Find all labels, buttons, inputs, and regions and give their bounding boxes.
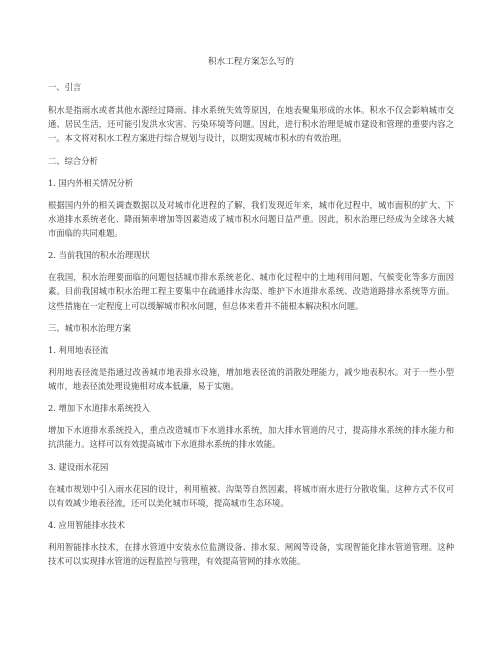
introduction-paragraph: 积水是指雨水或者其他水源经过降雨、排水系统失效等原因，在地表聚集形成的水体。积水不仅会影响城市交通、居民生活，还可能引发洪水灾害、污染环境等问题。因此，进行积水治理是城市建设和管理的重要内容之一。本文将对积水工程方案进行综合规划与设计，以期实现城市积水的有效治理。 (48, 105, 454, 144)
rain-garden-paragraph: 在城市规划中引入雨水花园的设计，利用植被、沟渠等自然因素，将城市雨水进行分散收集。这种方式不仅可以有效减少地表径流，还可以美化城市环境，提高城市生态环境。 (48, 483, 454, 508)
domestic-foreign-paragraph: 根据国内外的相关调查数据以及对城市化进程的了解，我们发现近年来，城市化过程中，城市面积的扩大、下水道排水系统老化、降雨频率增加等因素造成了城市积水问题日益严重。因此，积水治理已经成为全球各大城市面临的共同难题。 (48, 199, 454, 239)
subsection-heading-surface-runoff: 1. 利用地表径流 (48, 344, 109, 355)
section-heading-solutions: 三、城市积水治理方案 (48, 322, 131, 333)
document-title: 积水工程方案怎么写的 (208, 57, 294, 67)
subsection-heading-rain-garden: 3. 建设雨水花园 (48, 461, 109, 472)
subsection-heading-sewer-investment: 2. 增加下水道排水系统投入 (48, 403, 150, 414)
section-heading-introduction: 一、引言 (48, 82, 82, 92)
subsection-heading-current-status: 2. 当前我国的积水治理现状 (48, 250, 150, 261)
sewer-investment-paragraph: 增加下水道排水系统投入，重点改造城市下水道排水系统，加大排水管道的尺寸，提高排水系统的排水能力和抗洪能力。这样可以有效提高城市下水道排水系统的排水效能。 (48, 425, 454, 450)
smart-drainage-paragraph: 利用智能排水技术，在排水管道中安装水位监测设备、排水泵、闸阀等设备，实现智能化排水管道管理。这种技术可以实现排水管道的远程监控与管理，有效提高管网的排水效能。 (48, 542, 454, 567)
subsection-heading-domestic-foreign: 1. 国内外相关情况分析 (48, 177, 134, 188)
surface-runoff-paragraph: 利用地表径流是指通过改善城市地表排水设施，增加地表径流的消散处理能力，减少地表积水。对于一些小型城市，地表径流处理设施相对成本低廉，易于实施。 (48, 366, 454, 392)
current-status-paragraph: 在我国，积水治理要面临的问题包括城市排水系统老化、城市化过程中的土地利用问题、气候变化等多方面因素。目前我国城市积水治理工程主要集中在疏通排水沟渠、维护下水道排水系统、改造道路排水系统等方面。这些措施在一定程度上可以缓解城市积水问题，但总体来看并不能根本解决积水问题。 (48, 272, 454, 311)
subsection-heading-smart-drainage: 4. 应用智能排水技术 (48, 520, 125, 531)
section-heading-analysis: 二、综合分析 (48, 155, 98, 166)
